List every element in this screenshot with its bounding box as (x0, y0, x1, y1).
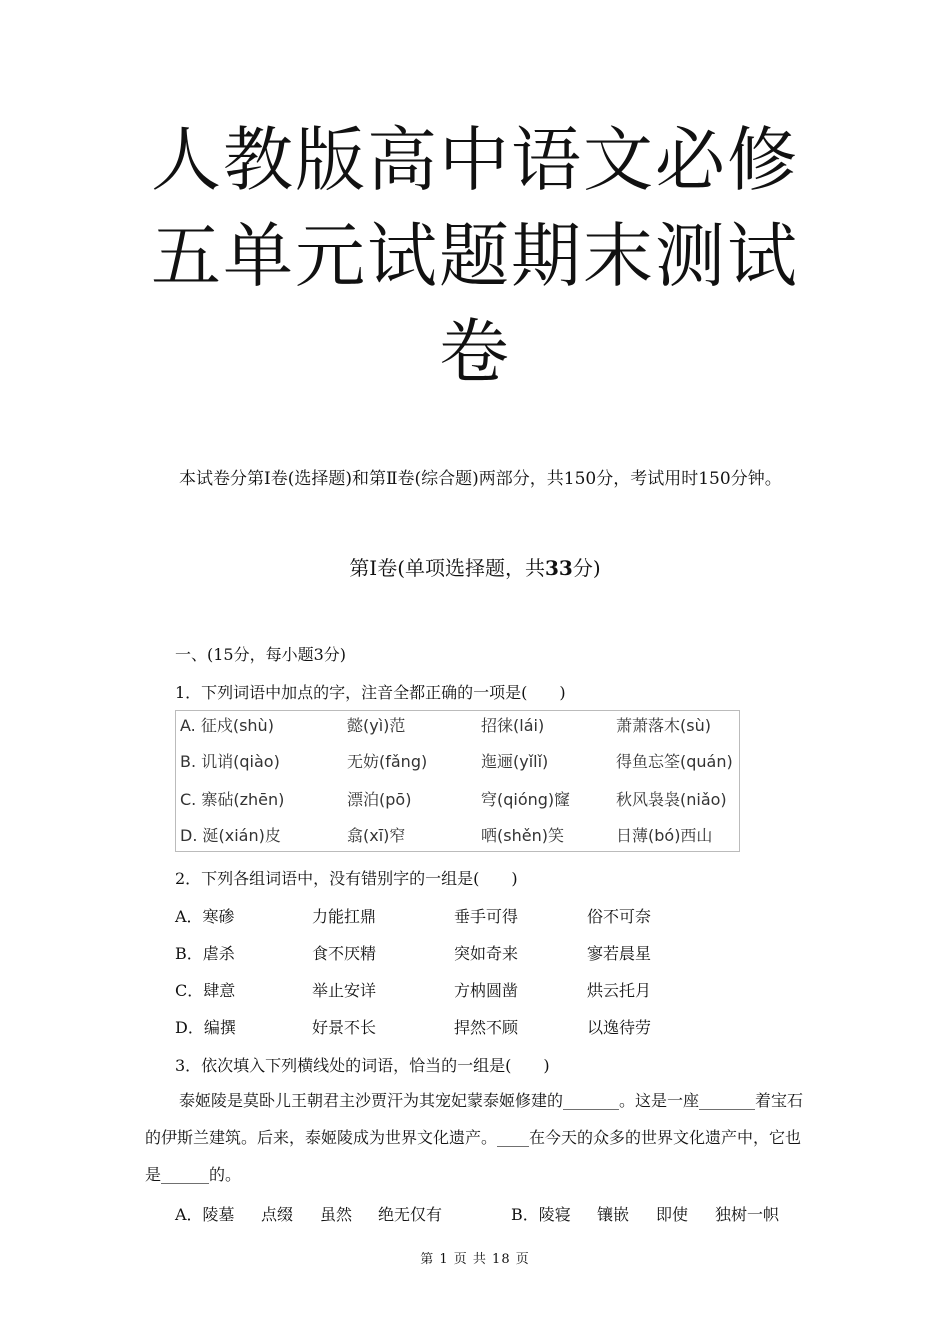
q3-a-2: 点缀 (261, 1205, 294, 1224)
q3-a-4: 绝无仅有 (378, 1205, 443, 1224)
q1-row-c (176, 787, 739, 815)
q1-b-2: 无妨(fǎng) (347, 752, 428, 771)
q1-b-3: 迤逦(yǐlǐ) (481, 752, 549, 771)
q2-a-1: A．寒碜 (175, 907, 235, 926)
q2-c-2: 举止安详 (312, 981, 377, 1000)
q2-a-3: 垂手可得 (454, 907, 519, 926)
title-line-2: 五单元试题期末测试 (151, 215, 799, 297)
q2-a-4: 俗不可奈 (587, 907, 652, 926)
q1-d-4: 日薄(bó)西山 (616, 826, 713, 845)
q2-b-2: 食不厌精 (312, 944, 377, 963)
q1-b-4: 得鱼忘筌(quán) (616, 752, 733, 771)
q1-a-4: 萧萧落木(sù) (616, 716, 711, 735)
q2-d-4: 以逸待劳 (587, 1018, 652, 1037)
q1-c-2: 漂泊(pō) (347, 790, 412, 809)
q3-options (175, 1202, 815, 1224)
q1-d-3: 哂(shěn)笑 (481, 826, 564, 845)
q1-d-1: D. 涎(xián)皮 (180, 826, 281, 845)
q1-c-3: 穹(qióng)窿 (481, 790, 571, 809)
q3-b-1: B．陵寝 (511, 1205, 571, 1224)
q2-b-1: B．虐杀 (175, 944, 235, 963)
q3-b-2: 镶嵌 (597, 1205, 630, 1224)
q1-c-4: 秋风袅袅(niǎo) (616, 790, 727, 809)
q1-a-3: 招徕(lái) (481, 716, 545, 735)
q3-b-3: 即使 (656, 1205, 689, 1224)
q3-a-1: A．陵墓 (175, 1205, 235, 1224)
q2-option-b (175, 941, 775, 963)
section-title-prefix: 第Ⅰ卷(单项选择题，共 (349, 556, 546, 580)
section-title (0, 552, 950, 581)
intro-paragraph: 本试卷分第Ⅰ卷(选择题)和第Ⅱ卷(综合题)两部分，共150分，考试用时150分钟。 (179, 469, 782, 489)
part1-heading: 一、(15分，每小题3分) (175, 645, 347, 664)
page-footer: 第 1 页 共 18 页 (420, 1252, 530, 1267)
q3-stem: 3．依次填入下列横线处的词语，恰当的一组是( ) (175, 1056, 550, 1075)
q3-passage: 泰姬陵是莫卧儿王朝君主沙贾汗为其宠妃蒙泰姬修建的_______。这是一座_______着宝石的伊斯兰建筑。后来，泰姬陵成为世界文化遗产。____在今天的众多的世界文化遗产中，它也是______的。 (145, 1091, 804, 1184)
q2-d-1: D．编撰 (175, 1018, 236, 1037)
title-line-1: 人教版高中语文必修 (151, 119, 799, 201)
q2-d-3: 捍然不顾 (454, 1018, 519, 1037)
q1-row-b (176, 749, 739, 777)
document-title (0, 112, 950, 400)
q1-b-1: B. 讥诮(qiào) (180, 752, 280, 771)
q2-option-c (175, 978, 775, 1000)
q1-row-d (176, 823, 739, 851)
q2-stem: 2．下列各组词语中，没有错别字的一组是( ) (175, 869, 518, 888)
title-line-3: 卷 (439, 311, 511, 393)
q2-b-4: 寥若晨星 (587, 944, 652, 963)
q1-options-box (175, 710, 740, 852)
section-title-suffix: 分) (572, 556, 601, 580)
q2-option-a (175, 904, 775, 926)
q2-a-2: 力能扛鼎 (312, 907, 377, 926)
q2-b-3: 突如奇来 (454, 944, 519, 963)
q2-c-1: C．肆意 (175, 981, 236, 1000)
q2-option-d (175, 1015, 775, 1037)
q1-stem: 1．下列词语中加点的字，注音全都正确的一项是( ) (175, 683, 566, 702)
q1-row-a (176, 713, 739, 741)
q2-c-4: 烘云托月 (587, 981, 652, 1000)
q1-a-1: A. 征戍(shù) (180, 716, 274, 735)
q1-c-1: C. 寨砧(zhēn) (180, 790, 285, 809)
q2-c-3: 方枘圆凿 (454, 981, 519, 1000)
q3-b-4: 独树一帜 (715, 1205, 780, 1224)
q2-d-2: 好景不长 (312, 1018, 377, 1037)
q1-a-2: 懿(yì)范 (347, 716, 406, 735)
q1-d-2: 翕(xī)窄 (347, 826, 406, 845)
section-title-score: 33 (545, 556, 573, 580)
q3-a-3: 虽然 (320, 1205, 353, 1224)
